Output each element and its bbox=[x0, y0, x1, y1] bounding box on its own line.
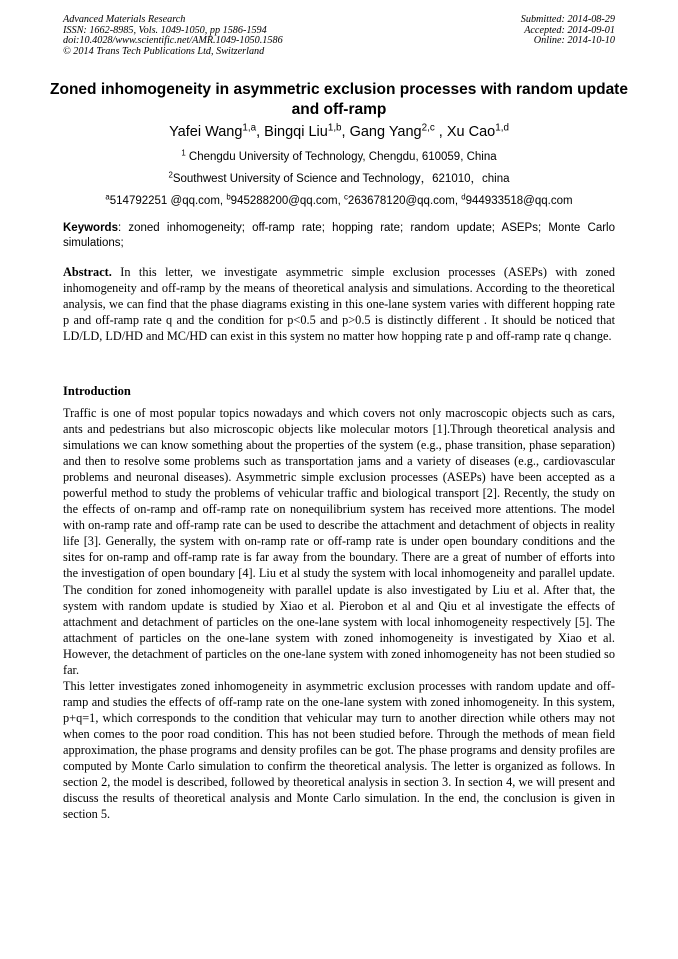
email-address: 945288200@qq.com, bbox=[230, 195, 345, 207]
email-address: 263678120@qq.com, bbox=[347, 195, 462, 207]
email-address: 944933518@qq.com bbox=[465, 195, 573, 207]
affiliation-1 bbox=[40, 150, 638, 164]
section-heading-introduction: Introduction bbox=[63, 384, 131, 398]
affiliation-text: Chengdu University of Technology, Chengdu, 610059, China bbox=[185, 151, 497, 163]
accepted-date: Accepted: 2014-09-01 bbox=[524, 24, 615, 36]
journal-header-right bbox=[521, 15, 615, 47]
introduction-body bbox=[63, 405, 615, 822]
email-mark: a bbox=[105, 192, 110, 202]
journal-name: Advanced Materials Research bbox=[63, 14, 186, 25]
author-list bbox=[40, 123, 638, 141]
email-mark: c bbox=[344, 192, 348, 202]
author-separator: , bbox=[256, 124, 265, 140]
abstract bbox=[63, 264, 615, 344]
online-date: Online: 2014-10-10 bbox=[533, 35, 615, 47]
email-mark: b bbox=[226, 192, 231, 202]
doi-line: doi:10.4028/www.scientific.net/AMR.1049-1050.1586 bbox=[63, 35, 283, 47]
submitted-date: Submitted: 2014-08-29 bbox=[520, 14, 615, 25]
intro-paragraph: This letter investigates zoned inhomogeneity in asymmetric exclusion processes with random update and off-ramp and studies the effects of off-ramp rate on the one-lane system with zoned inhomogeneity. In this system, p+q=1, which corresponds to the condition that vehicular may turn to another direction while others may not when comes to the poor road condition. This has not been studied before. Through the methods of mean field approximation, the phase programs and density profiles can be got. The phase programs and density profiles are computed by Monte Carlo simulation to confirm the theoretical analysis. The letter is organized as follows. In section 2, the model is described, followed by theoretical analysis in section 3. In section 4, we will present and discuss the results of theoretical analysis and Monte Carlo simulation. In the end, the conclusion is given in section 5. bbox=[63, 678, 615, 822]
affiliation-mark: 1 bbox=[181, 148, 186, 158]
author-affiliation-mark: 1,b bbox=[327, 122, 342, 134]
affiliation-text: Southwest University of Science and Technology，621010，china bbox=[172, 173, 510, 185]
abstract-text: In this letter, we investigate asymmetric simple exclusion processes (ASEPs) with zoned inhomogeneity and off-ramp by the means of theoretical analysis and simulations. According to the theoretical analysis, we can find that the phase diagrams existing in this one-lane system varies with different hopping rate p and off-ramp rate q and the condition for p<0.5 and p>0.5 is distinctly different . It should be noticed that LD/LD, LD/HD and MC/HD can exist in this system no matter how hopping rate p and off-ramp rate q change. bbox=[63, 265, 615, 344]
email-list bbox=[40, 194, 638, 208]
keywords bbox=[63, 221, 615, 251]
author-name: Xu Cao bbox=[446, 124, 496, 140]
journal-header-left bbox=[63, 15, 283, 57]
author-name: Bingqi Liu bbox=[264, 124, 328, 140]
issn-line: ISSN: 1662-8985, Vols. 1049-1050, pp 1586-1594 bbox=[63, 24, 267, 36]
affiliation-2 bbox=[40, 172, 638, 186]
author-name: Yafei Wang bbox=[169, 124, 243, 140]
author-affiliation-mark: 1,d bbox=[495, 122, 509, 134]
copyright-line: © 2014 Trans Tech Publications Ltd, Switzerland bbox=[63, 45, 265, 57]
author-separator: , bbox=[341, 124, 350, 140]
email-mark: d bbox=[461, 192, 466, 202]
abstract-label: Abstract. bbox=[63, 265, 112, 279]
affiliation-mark: 2 bbox=[168, 170, 173, 180]
paper-title: Zoned inhomogeneity in asymmetric exclusion processes with random update and off-ramp bbox=[50, 81, 628, 118]
intro-paragraph: Traffic is one of most popular topics nowadays and which covers not only macroscopic objects such as cars, ants and pedestrians but also microscopic objects like molecular motors [1].Through theoretical analysis and simulations we can know something about the properties of the system (e.g., phase transition, phase separation) and then to resolve some problems such as transportation jams and a variety of diseases (e.g., cardiovascular problems and neuronal diseases). Asymmetric simple exclusion processes (ASEPs) have been accepted as a powerful method to study the problems of vehicular traffic and biological transport [2]. Recently, the study on the effects of on-ramp and off-ramp rate on nonequilibrium system has received more attentions. The model with on-ramp rate and off-ramp rate can be used to describe the attachment and detachment of objects in reality life [3]. Generally, the system with on-ramp rate or off-ramp rate is under open boundary conditions and the sites for on-ramp and off-ramp rate is far away from the boundary. There are a great of number of efforts into the investigation of open boundary [4]. Liu et al study the system with local inhomogeneity and parallel update. The condition for zoned inhomogeneity with parallel update is also investigated by Liu et al. After that, the system with random update is studied by Xiao et al. Pierobon et al and Qiu et al investigate the effects of attachment and detachment of particles on the one-lane system with local inhomogeneity respectively [5]. The attachment of particles on the one-lane system with zoned inhomogeneity is investigated by Xiao et al. However, the detachment of particles on the one-lane system with zoned inhomogeneity has not been studied so far. bbox=[63, 406, 615, 677]
author-affiliation-mark: 1,a bbox=[242, 122, 257, 134]
keywords-label: Keywords bbox=[63, 222, 118, 234]
author-affiliation-mark: 2,c bbox=[421, 122, 435, 134]
author-separator: , bbox=[434, 124, 447, 140]
keywords-text: : zoned inhomogeneity; off-ramp rate; hopping rate; random update; ASEPs; Monte Carlo simulations; bbox=[63, 222, 615, 249]
email-address: 514792251 @qq.com, bbox=[109, 195, 227, 207]
author-name: Gang Yang bbox=[349, 124, 422, 140]
